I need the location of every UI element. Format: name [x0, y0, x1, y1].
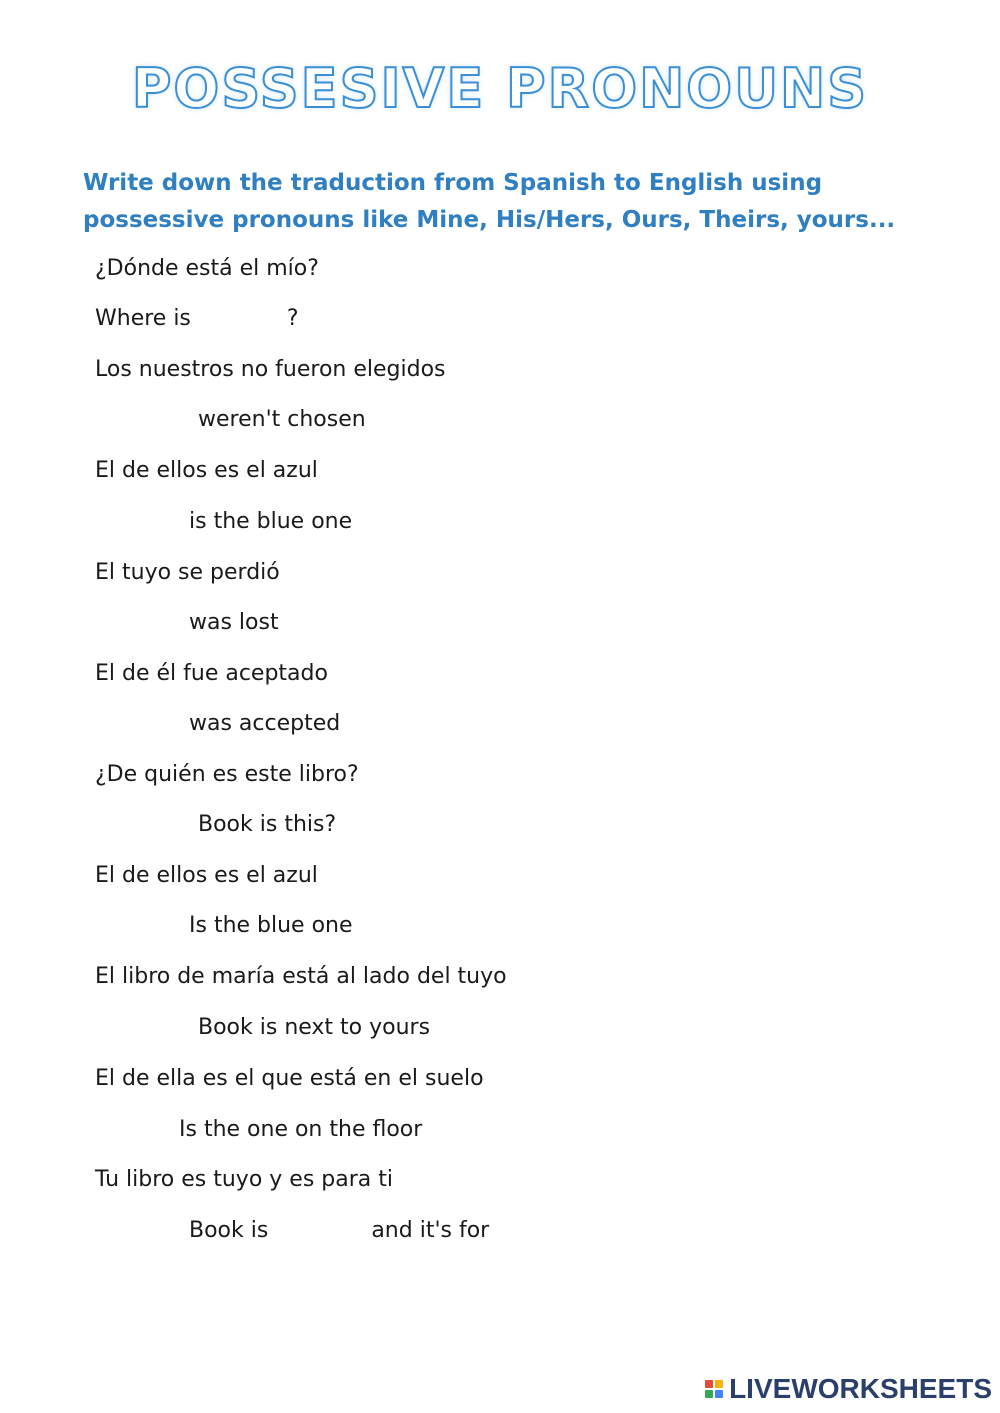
- english-text-after: and it's for: [371, 1218, 490, 1243]
- english-answer-8: [95, 1014, 430, 1042]
- english-text-after: Book is this?: [198, 812, 337, 837]
- spanish-sentence-9: El de ella es el que está en el suelo: [95, 1066, 484, 1091]
- english-answer-3: [95, 508, 352, 536]
- instructions: Write down the traduction from Spanish to English using possessive pronouns like Mine, His/Hers, Ours, Theirs, yours...: [83, 170, 896, 233]
- english-text-after: is the blue one: [189, 509, 353, 534]
- english-text-after: ?: [286, 306, 299, 331]
- english-text-after: Is the one on the floor: [179, 1117, 423, 1142]
- spanish-sentence-1: ¿Dónde está el mío?: [95, 256, 319, 281]
- spanish-sentence-6: ¿De quién es este libro?: [95, 762, 359, 787]
- english-answer-6: [95, 811, 336, 839]
- english-text-before: Book is: [189, 1218, 269, 1243]
- spanish-sentence-3: El de ellos es el azul: [95, 458, 318, 483]
- english-answer-7: [95, 912, 353, 940]
- spanish-sentence-4: El tuyo se perdió: [95, 560, 280, 585]
- english-answer-9: [95, 1116, 422, 1144]
- english-text-before: Where is: [95, 306, 191, 331]
- english-text-after: was lost: [189, 610, 279, 635]
- english-answer-2: [95, 406, 366, 434]
- english-text-after: weren't chosen: [198, 407, 366, 432]
- english-answer-4: [95, 609, 279, 637]
- spanish-sentence-2: Los nuestros no fueron elegidos: [95, 357, 446, 382]
- logo-square: [705, 1390, 713, 1398]
- english-text-after: Is the blue one: [189, 913, 353, 938]
- logo-square: [715, 1380, 723, 1388]
- english-answer-1: [95, 305, 299, 333]
- logo-square: [715, 1390, 723, 1398]
- page-title: POSSESIVE PRONOUNS: [131, 57, 869, 120]
- spanish-sentence-7: El de ellos es el azul: [95, 863, 318, 888]
- spanish-sentence-10: Tu libro es tuyo y es para ti: [95, 1167, 393, 1192]
- english-answer-10: [95, 1217, 579, 1245]
- logo-icon: [705, 1380, 723, 1398]
- spanish-sentence-8: El libro de maría está al lado del tuyo: [95, 964, 507, 989]
- logo-square: [705, 1380, 713, 1388]
- liveworksheets-logo: [705, 1371, 992, 1407]
- english-text-after: was accepted: [189, 711, 341, 736]
- brand-name: LIVEWORKSHEETS: [729, 1373, 992, 1404]
- spanish-sentence-5: El de él fue aceptado: [95, 661, 328, 686]
- english-text-after: Book is next to yours: [198, 1015, 431, 1040]
- english-answer-5: [95, 710, 340, 738]
